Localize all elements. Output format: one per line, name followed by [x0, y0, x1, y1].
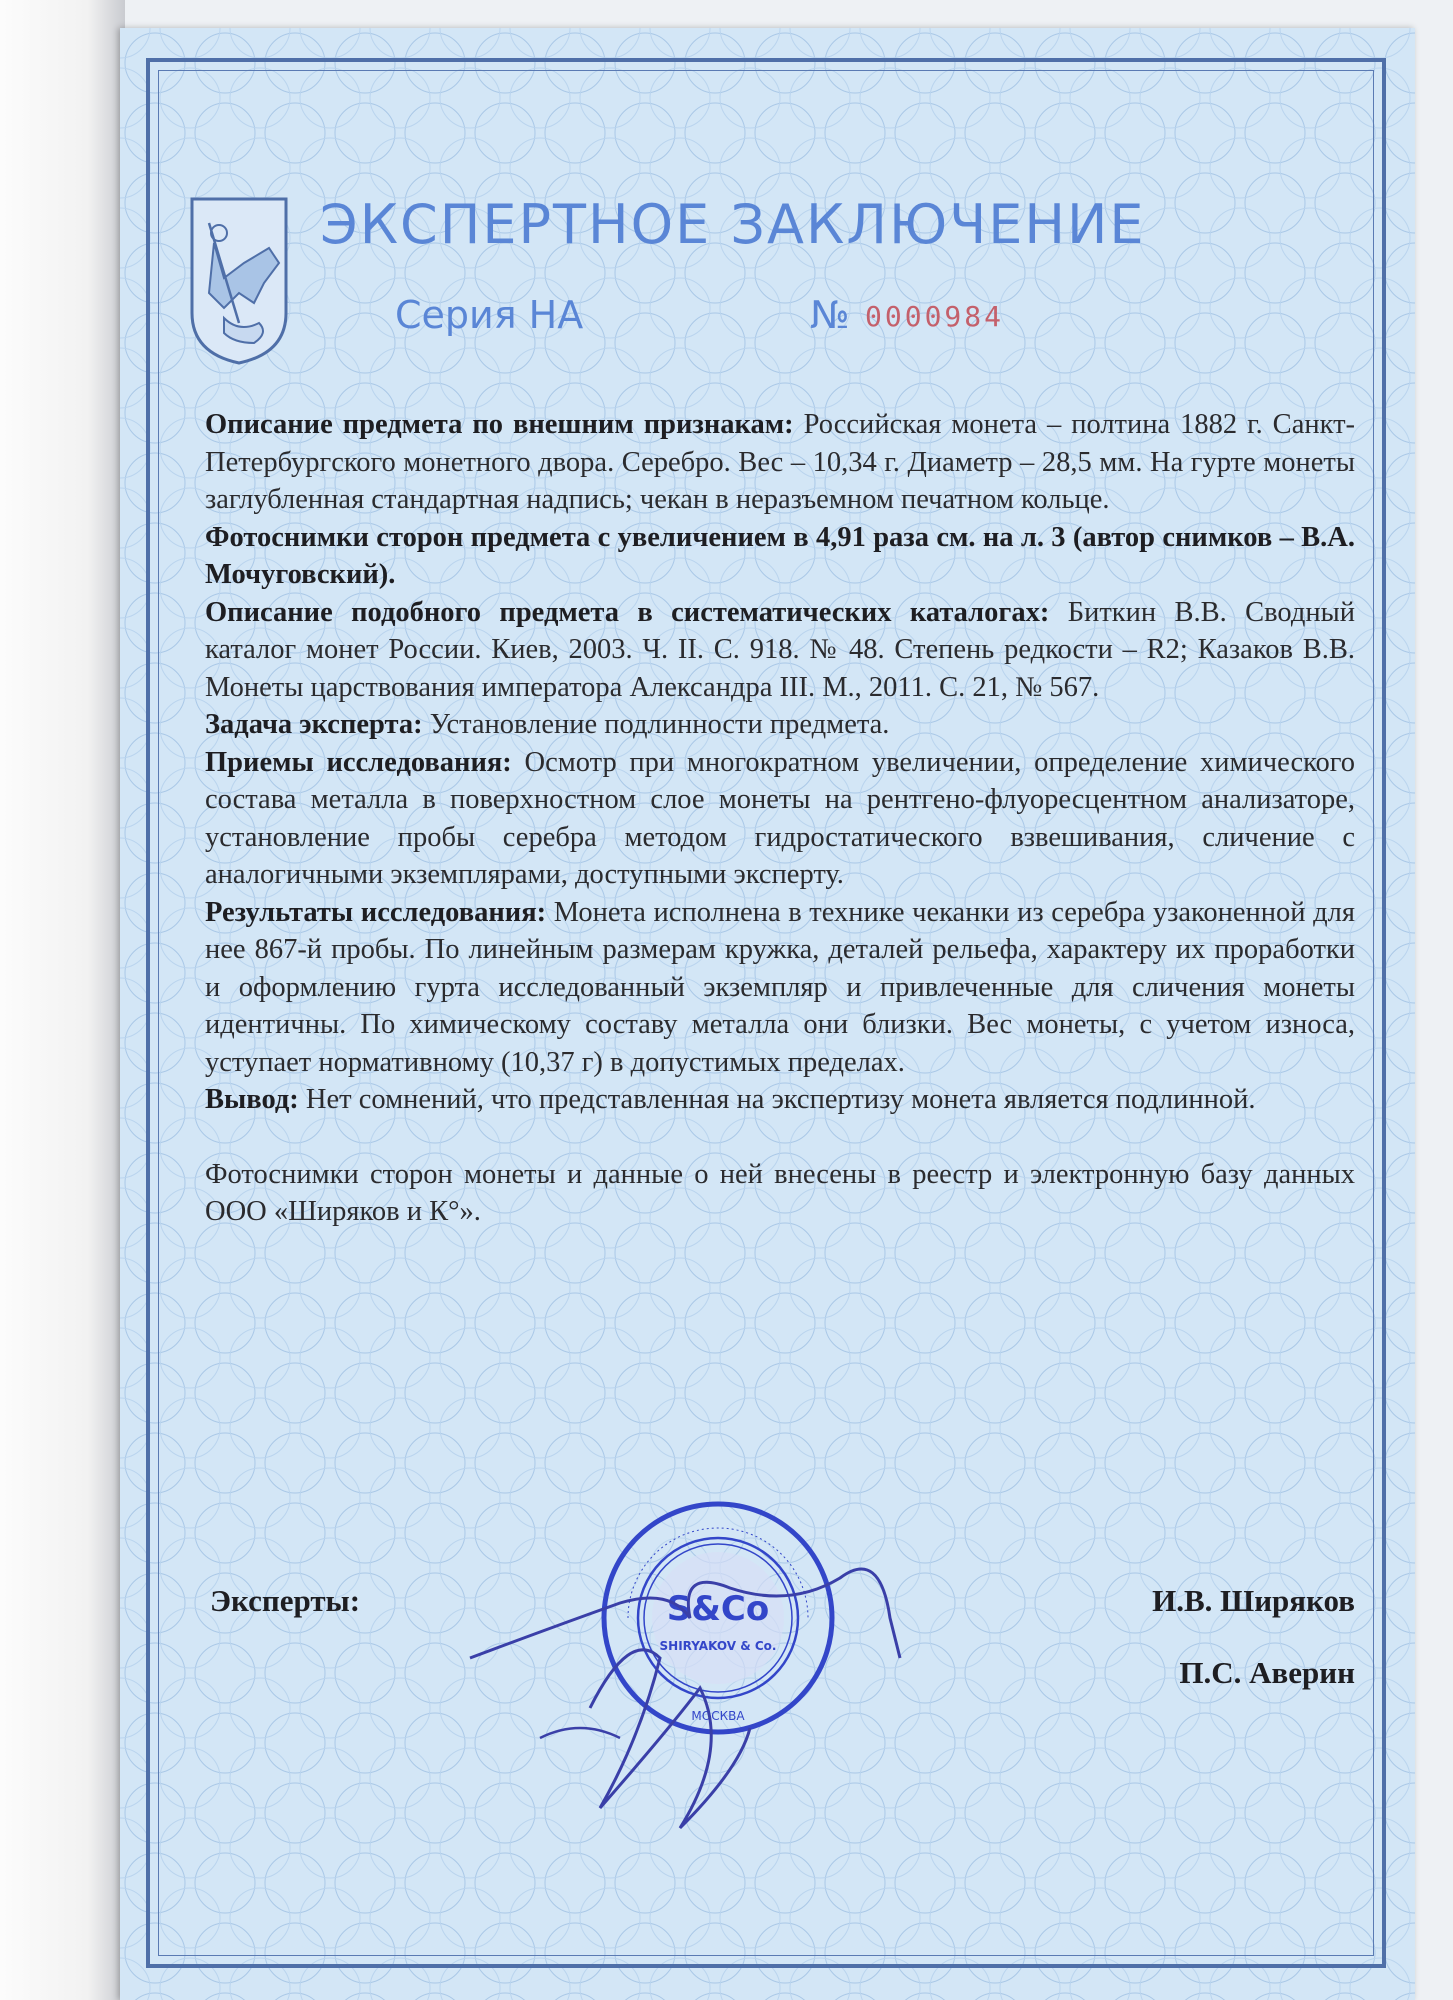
section-text: Осмотр при многократном увеличении, определение химического состава металла в поверхностном слое монеты на рентгено-флуоресцентном анализаторе, установление пробы серебра методом гидростатического взвешивания, сличение с аналогичными экземплярами, доступными эксперту.: [205, 746, 1355, 890]
section-label: Приемы исследования:: [205, 746, 512, 778]
document-title: ЭКСПЕРТНОЕ ЗАКЛЮЧЕНИЕ: [320, 193, 1146, 256]
section-label: Вывод:: [205, 1084, 299, 1115]
moscow-coat-of-arms-icon: [184, 193, 294, 368]
item-description: [205, 406, 1355, 519]
svg-text:S&Co: S&Co: [666, 1589, 770, 1629]
svg-text:МОСКВА: МОСКВА: [691, 1709, 745, 1723]
section-label: Описание подобного предмета в систематических каталогах:: [205, 596, 1050, 628]
conclusion: [205, 1081, 1355, 1119]
registry-note: Фотоснимки сторон монеты и данные о ней внесены в реестр и электронную базу данных ООО «Ширяков и К°».: [205, 1158, 1355, 1227]
certificate-body: [205, 406, 1355, 1231]
svg-text:SHIRYAKOV & Co.: SHIRYAKOV & Co.: [659, 1639, 777, 1653]
section-label: Описание предмета по внешним признакам:: [205, 409, 794, 440]
research-methods: [205, 744, 1355, 894]
section-text: Установление подлинности предмета.: [422, 709, 890, 740]
section-text: Нет сомнений, что представленная на экспертизу монета является подлинной.: [298, 1084, 1256, 1115]
section-text: Монета исполнена в технике чеканки из серебра узаконенной для нее 867-й пробы. По линейным размерам кружка, деталей рельефа, характеру их проработки и оформлению гурта исследованный экземпляр и привлеченные для сличения монеты идентичны. По химическому составу металла они близки. Вес монеты, с учетом износа, уступает нормативному (10,37 г) в допустимых пределах.: [205, 896, 1355, 1078]
research-results: [205, 894, 1355, 1082]
photos-reference: [205, 519, 1355, 594]
handwritten-signatures: [430, 1508, 990, 1848]
section-label: Фотоснимки сторон предмета с увеличением в 4,91 раза см. на л. 3 (автор снимков – В.А. Мочуговский).: [205, 521, 1355, 590]
expert-name-1: И.В. Ширяков: [1152, 1583, 1355, 1618]
serial-number: 0000984: [865, 300, 1005, 333]
section-text: Российская монета – полтина 1882 г. Санкт-Петербургского монетного двора. Серебро. Вес – 10,34 г. Диаметр – 28,5 мм. На гурте монеты заглубленная стандартная надпись; чекан в неразъемном печатном кольце.: [205, 409, 1356, 515]
expert-task: [205, 706, 1355, 744]
experts-label: Эксперты:: [210, 1583, 361, 1618]
expert-name-2: П.С. Аверин: [1179, 1655, 1355, 1690]
section-label: Результаты исследования:: [205, 896, 547, 928]
certificate-page: [120, 28, 1415, 2000]
number-label: №: [810, 293, 850, 337]
page-spine-shadow: [0, 0, 125, 2000]
section-label: Задача эксперта:: [205, 709, 423, 740]
catalog-references: [205, 594, 1355, 707]
series-label: Серия НА: [395, 293, 584, 337]
section-text: Биткин В.В. Сводный каталог монет России. Киев, 2003. Ч. II. С. 918. № 48. Степень редкости – R2; Казаков В.В. Монеты царствования императора Александра III. М., 2011. С. 21, № 567.: [205, 596, 1355, 703]
